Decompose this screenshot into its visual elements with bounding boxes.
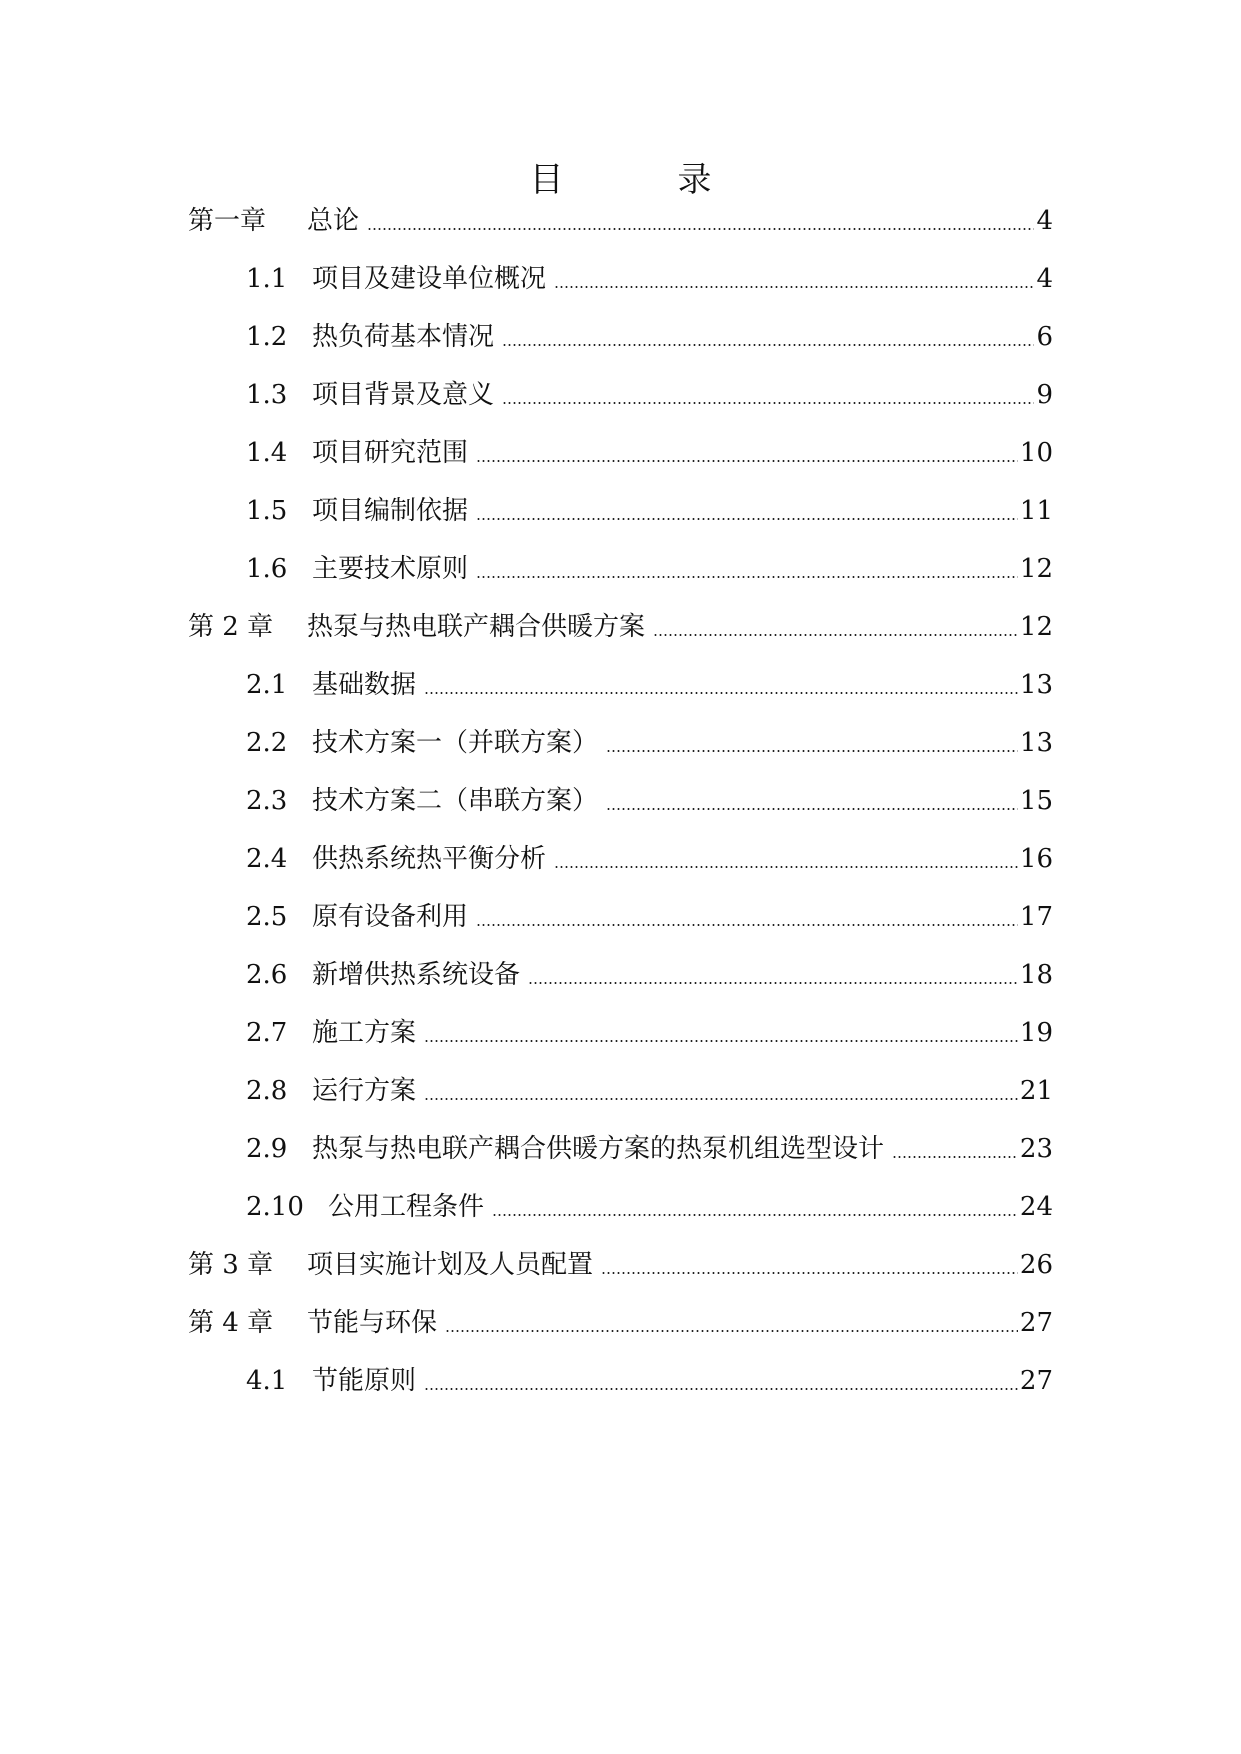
toc-entry-title: 项目研究范围	[312, 438, 469, 468]
toc-entry-title: 项目编制依据	[312, 496, 469, 526]
toc-entry-page: 27	[1019, 1308, 1053, 1338]
toc-entry-number: 1.1	[246, 264, 288, 294]
toc-entry-number: 1.5	[246, 496, 288, 526]
toc-leader-dots	[424, 1388, 1018, 1390]
toc-entry[interactable]	[0, 723, 1241, 763]
toc-entry-number: 2.8	[246, 1076, 288, 1106]
toc-entry[interactable]	[0, 375, 1241, 415]
toc-entry-title: 热负荷基本情况	[312, 322, 495, 352]
toc-entry-page: 23	[1019, 1134, 1053, 1164]
toc-entry-page: 11	[1019, 496, 1053, 526]
page-title: 目 录	[529, 160, 752, 200]
toc-entry-page: 21	[1019, 1076, 1053, 1106]
toc-entry-title: 公用工程条件	[328, 1192, 485, 1222]
toc-entry-page: 27	[1019, 1366, 1053, 1396]
toc-entry-page: 6	[1036, 322, 1053, 352]
toc-entry-page: 15	[1019, 786, 1053, 816]
toc-entry-page: 4	[1036, 206, 1053, 236]
toc-entry[interactable]	[0, 259, 1241, 299]
toc-entry-number: 第 4 章	[188, 1308, 274, 1338]
toc-entry[interactable]	[0, 1187, 1241, 1227]
toc-entry-number: 1.2	[246, 322, 288, 352]
toc-entry-page: 18	[1019, 960, 1053, 990]
toc-leader-dots	[653, 634, 1018, 636]
toc-entry[interactable]	[0, 665, 1241, 705]
toc-entry-title: 技术方案一（并联方案）	[312, 728, 599, 758]
toc-leader-dots	[606, 750, 1018, 752]
toc-leader-dots	[554, 286, 1034, 288]
toc-entry-title: 项目及建设单位概况	[312, 264, 547, 294]
toc-entry[interactable]	[0, 1303, 1241, 1343]
toc-entry[interactable]	[0, 433, 1241, 473]
toc-entry-title: 热泵与热电联产耦合供暖方案	[307, 612, 646, 642]
toc-entry-number: 第 2 章	[188, 612, 274, 642]
toc-entry-page: 4	[1036, 264, 1053, 294]
toc-entry-title: 项目背景及意义	[312, 380, 495, 410]
toc-entry[interactable]	[0, 1013, 1241, 1053]
toc-entry[interactable]	[0, 607, 1241, 647]
toc-leader-dots	[476, 924, 1018, 926]
toc-entry[interactable]	[0, 1129, 1241, 1169]
toc-entry-title: 运行方案	[312, 1076, 417, 1106]
toc-entry[interactable]	[0, 1361, 1241, 1401]
toc-entry-page: 12	[1019, 612, 1053, 642]
toc-entry-number: 4.1	[246, 1366, 288, 1396]
toc-entry-title: 总论	[307, 206, 360, 236]
toc-entry-page: 24	[1019, 1192, 1053, 1222]
toc-entry-title: 新增供热系统设备	[312, 960, 521, 990]
toc-entry-page: 9	[1036, 380, 1053, 410]
toc-leader-dots	[502, 344, 1034, 346]
toc-leader-dots	[367, 228, 1034, 230]
toc-entry-page: 13	[1019, 728, 1053, 758]
toc-entry-number: 1.3	[246, 380, 288, 410]
toc-entry-number: 2.1	[246, 670, 288, 700]
toc-entry-number: 2.6	[246, 960, 288, 990]
toc-entry[interactable]	[0, 781, 1241, 821]
toc-entry-title: 节能原则	[312, 1366, 417, 1396]
toc-entry-title: 热泵与热电联产耦合供暖方案的热泵机组选型设计	[312, 1134, 885, 1164]
toc-entry-page: 13	[1019, 670, 1053, 700]
toc-leader-dots	[892, 1156, 1018, 1158]
toc-entry-page: 16	[1019, 844, 1053, 874]
toc-entry[interactable]	[0, 1245, 1241, 1285]
toc-leader-dots	[476, 518, 1018, 520]
toc-entry-number: 第 3 章	[188, 1250, 274, 1280]
toc-entry[interactable]	[0, 317, 1241, 357]
toc-entry-page: 26	[1019, 1250, 1053, 1280]
toc-leader-dots	[492, 1214, 1018, 1216]
toc-leader-dots	[528, 982, 1018, 984]
toc-entry[interactable]	[0, 201, 1241, 241]
toc-entry-number: 2.7	[246, 1018, 288, 1048]
toc-entry[interactable]	[0, 839, 1241, 879]
toc-leader-dots	[445, 1330, 1018, 1332]
toc-entry[interactable]	[0, 1071, 1241, 1111]
toc-entry-number: 2.4	[246, 844, 288, 874]
toc-entry[interactable]	[0, 897, 1241, 937]
toc-leader-dots	[424, 1040, 1018, 1042]
toc-leader-dots	[606, 808, 1018, 810]
toc-leader-dots	[476, 460, 1018, 462]
toc-leader-dots	[554, 866, 1018, 868]
toc-leader-dots	[601, 1272, 1018, 1274]
toc-entry-title: 原有设备利用	[312, 902, 469, 932]
toc-entry-number: 2.5	[246, 902, 288, 932]
toc-leader-dots	[476, 576, 1018, 578]
toc-entry-page: 19	[1019, 1018, 1053, 1048]
toc-entry-number: 2.3	[246, 786, 288, 816]
toc-entry-title: 供热系统热平衡分析	[312, 844, 547, 874]
toc-entry-number: 1.6	[246, 554, 288, 584]
toc-entry-page: 12	[1019, 554, 1053, 584]
toc-entry-number: 1.4	[246, 438, 288, 468]
toc-entry-number: 2.2	[246, 728, 288, 758]
toc-entry-number: 2.10	[246, 1192, 304, 1222]
toc-entry-number: 2.9	[246, 1134, 288, 1164]
toc-entry-title: 技术方案二（串联方案）	[312, 786, 599, 816]
toc-entry-page: 17	[1019, 902, 1053, 932]
toc-entry-number: 第一章	[188, 206, 267, 236]
toc-leader-dots	[502, 402, 1034, 404]
toc-entry-title: 节能与环保	[307, 1308, 438, 1338]
toc-entry-title: 项目实施计划及人员配置	[307, 1250, 594, 1280]
toc-leader-dots	[424, 1098, 1018, 1100]
toc-entry-page: 10	[1019, 438, 1053, 468]
toc-entry[interactable]	[0, 955, 1241, 995]
toc-entry[interactable]	[0, 491, 1241, 531]
toc-entry-title: 施工方案	[312, 1018, 417, 1048]
toc-leader-dots	[424, 692, 1018, 694]
toc-entry-title: 基础数据	[312, 670, 417, 700]
toc-entry-title: 主要技术原则	[312, 554, 469, 584]
toc-entry[interactable]	[0, 549, 1241, 589]
